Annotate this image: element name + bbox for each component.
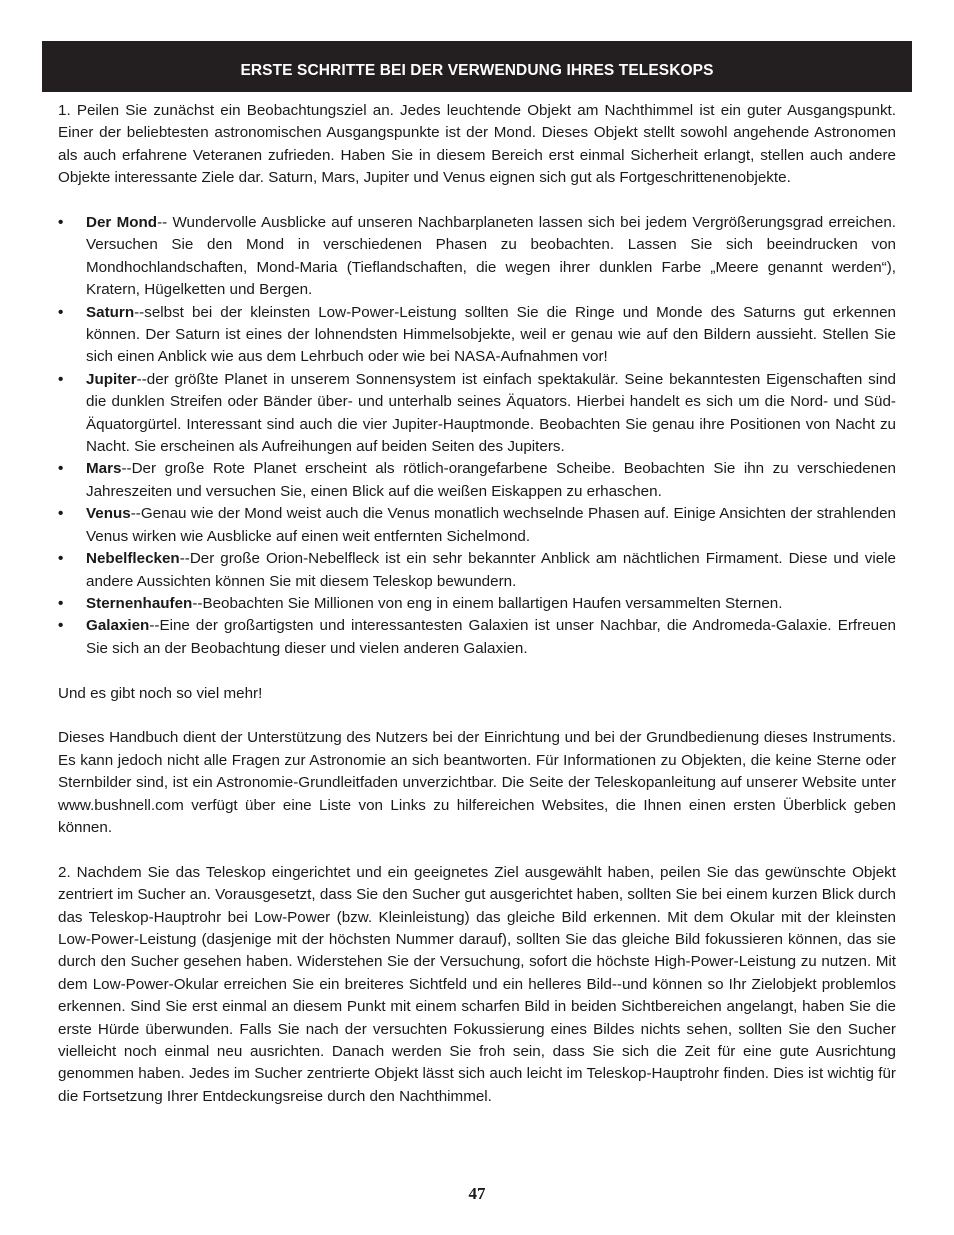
object-term: Nebelflecken: [86, 550, 180, 568]
list-item-jupiter: [58, 369, 896, 459]
object-term: Mars: [86, 460, 122, 478]
object-text: --selbst bei der kleinsten Low-Power-Leistung sollten Sie die Ringe und Monde des Saturns gut erkennen können. Der Saturn ist eines der lohnendsten Himmelsobjekte, weil er genau wie auf den Bildern aussieht. Stellen Sie sich einen Anblick wie aus dem Lehrbuch oder wie bei NASA-Aufnahmen vor!: [86, 303, 896, 366]
section-title: ERSTE SCHRITTE BEI DER VERWENDUNG IHRES TELESKOPS: [240, 62, 714, 79]
bullet-icon: •: [58, 370, 64, 388]
object-text: --Beobachten Sie Millionen von eng in einem ballartigen Haufen versammelten Sternen.: [192, 594, 783, 612]
bullet-icon: •: [58, 617, 64, 635]
bullet-icon: •: [58, 505, 64, 523]
list-item-nebulae: [58, 548, 896, 593]
bullet-icon: •: [58, 460, 64, 478]
spacer: [58, 660, 896, 682]
bullet-icon: •: [58, 550, 64, 568]
spacer: [58, 705, 896, 727]
object-text: --der größte Planet in unserem Sonnensystem ist einfach spektakulär. Seine bekanntesten Eigenschaften sind die dunklen Streifen oder Bänder über- und unterhalb seines Äquators. Hierbei handelt es sich um die Nord- und Süd-Äquatorgürtel. Interessant sind auch die vier Jupiter-Hauptmonde. Beobachten Sie genau ihre Positionen von Nacht zu Nacht. Sie erscheinen als Aufreihungen auf beiden Seiten des Jupiters.: [86, 370, 896, 456]
bullet-icon: •: [58, 303, 64, 321]
object-text: --Der große Orion-Nebelfleck ist ein sehr bekannter Anblick am nächtlichen Firmament. Diese und viele andere Aussichten können Sie mit diesem Teleskop bewundern.: [86, 550, 896, 590]
page-content: [58, 100, 896, 1108]
list-item-mars: [58, 458, 896, 503]
page-number: 47: [468, 1184, 486, 1203]
object-text: --Genau wie der Mond weist auch die Venus monatlich wechselnde Phasen auf. Einige Ansichten der strahlenden Venus wirken wie Ausblicke auf einen weit entfernten Sichelmond.: [86, 505, 896, 545]
list-item-galaxies: [58, 615, 896, 660]
object-list: [58, 212, 896, 660]
bullet-icon: •: [58, 214, 64, 232]
object-text: --Der große Rote Planet erscheint als rötlich-orangefarbene Scheibe. Beobachten Sie ihn zu verschiedenen Jahreszeiten und versuchen Sie, einen Blick auf die weißen Eiskappen zu erhaschen.: [86, 460, 896, 500]
list-item-moon: [58, 212, 896, 302]
bullet-icon: •: [58, 594, 64, 612]
list-item-venus: [58, 503, 896, 548]
intro-paragraph: 1. Peilen Sie zunächst ein Beobachtungsziel an. Jedes leuchtende Objekt am Nachthimmel ist ein guter Ausgangspunkt. Einer der beliebtesten astronomischen Ausgangspunkte ist der Mond. Dieses Objekt stellt sowohl angehende Astronomen als auch erfahrene Veteranen zufrieden. Haben Sie in diesem Bereich erst einmal Sicherheit erlangt, stellen auch andere Objekte interessante Ziele dar. Saturn, Mars, Jupiter und Venus eignen sich gut als Fortgeschrittenenobjekte.: [58, 102, 896, 187]
list-item-star-clusters: [58, 593, 896, 615]
object-text: -- Wundervolle Ausblicke auf unseren Nachbarplaneten lassen sich bei jedem Vergrößerungsgrad erreichen. Versuchen Sie den Mond in verschiedenen Phasen zu beobachten. Lassen Sie sich beeindrucken von Mondhochlandschaften, Mond-Maria (Tieflandschaften, die wegen ihrer dunklen Farbe „Meere genannt werden“), Kratern, Hügelketten und Bergen.: [86, 214, 896, 299]
object-text: --Eine der großartigsten und interessantesten Galaxien ist unser Nachbar, die Andromeda-Galaxie. Erfreuen Sie sich an der Beobachtung dieser und vielen anderen Galaxien.: [86, 617, 896, 657]
list-item-saturn: [58, 302, 896, 369]
spacer: [58, 190, 896, 212]
object-term: Der Mond: [86, 214, 158, 232]
object-term: Sternenhaufen: [86, 594, 193, 612]
object-term: Galaxien: [86, 617, 150, 635]
more-paragraph: Und es gibt noch so viel mehr!: [58, 684, 263, 702]
section-header: [42, 41, 912, 92]
step2-paragraph: 2. Nachdem Sie das Teleskop eingerichtet und ein geeignetes Ziel ausgewählt haben, peilen Sie das gewünschte Objekt zentriert im Sucher an. Vorausgesetzt, dass Sie den Sucher gut ausgerichtet haben, sollten Sie bei einem kurzen Blick durch das Teleskop-Hauptrohr bei Low-Power (bzw. Kleinleistung) das gleiche Bild erkennen. Mit dem Okular mit der kleinsten Low-Power-Leistung (dasjenige mit der höchsten Nummer darauf), sollten Sie das gleiche Bild fokussieren können, das sie durch den Sucher gesehen haben. Widerstehen Sie der Versuchung, sofort die höchste High-Power-Leistung zu nutzen. Mit dem Low-Power-Okular erreichen Sie ein breiteres Sichtfeld und ein helleres Bild--und können so Ihr Zielobjekt problemlos erkennen. Sind Sie erst einmal an diesem Punkt mit einem scharfen Bild in beiden Sichtbereichen angelangt, haben Sie die erste Hürde überwunden. Falls Sie nach der versuchten Fokussierung eines Bildes nichts sehen, sollten Sie den Sucher vielleicht noch einmal neu ausrichten. Danach werden Sie froh sein, dass Sie sich die Zeit für eine gute Ausrichtung genommen haben. Jedes im Sucher zentrierte Objekt lässt sich auch leicht im Teleskop-Hauptrohr finden. Dies ist wichtig für die Fortsetzung Ihrer Entdeckungsreise durch den Nachthimmel.: [58, 863, 896, 1105]
spacer: [58, 839, 896, 861]
object-term: Saturn: [86, 303, 135, 321]
object-term: Venus: [86, 505, 131, 523]
handbook-paragraph: Dieses Handbuch dient der Unterstützung des Nutzers bei der Einrichtung und bei der Grundbedienung dieses Instruments. Es kann jedoch nicht alle Fragen zur Astronomie an sich beantworten. Für Informationen zu Objekten, die keine Sterne oder Sternbilder sind, ist ein Astronomie-Grundleitfaden unverzichtbar. Die Seite der Teleskopanleitung auf unserer Website unter www.bushnell.com verfügt über eine Liste von Links zu hilfereichen Websites, die Ihnen einen ersten Überblick geben können.: [58, 729, 896, 836]
object-term: Jupiter: [86, 370, 137, 388]
